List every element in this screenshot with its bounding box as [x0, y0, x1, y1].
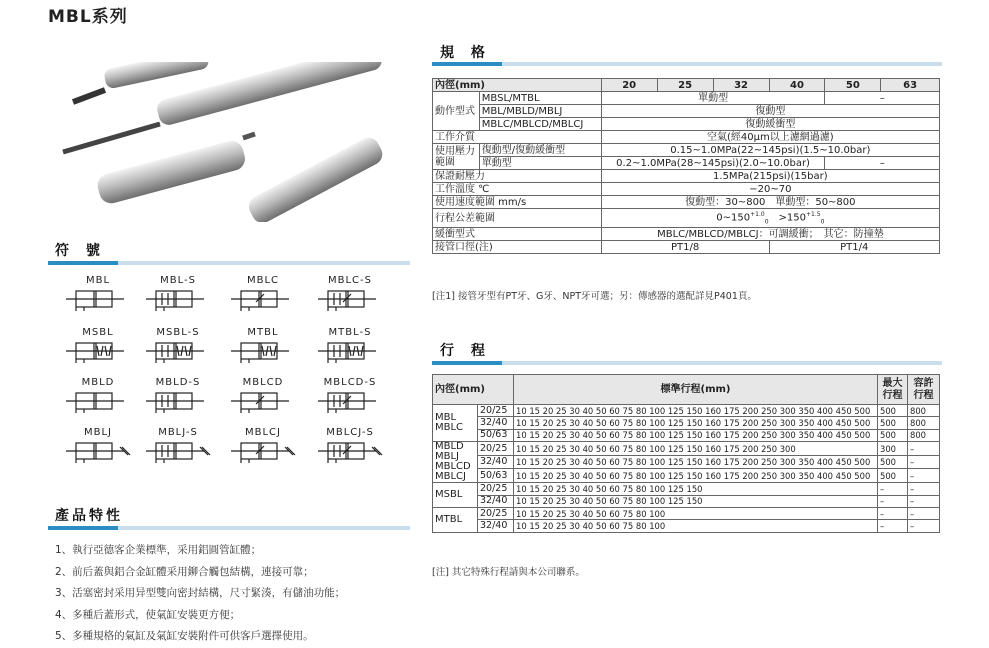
cylinder-symbol-icon — [223, 438, 303, 464]
stroke-allow-cell: – — [908, 483, 940, 495]
stroke-row — [433, 455, 940, 469]
stroke-bore-cell: 50/63 — [478, 469, 514, 483]
stroke-std-cell: 10 15 20 25 30 40 50 60 75 80 100 125 150 — [514, 483, 878, 495]
bore-32: 32 — [713, 79, 769, 92]
symbol-item — [58, 327, 138, 368]
model-mbl: MBL/MBLD/MBLJ — [479, 105, 601, 118]
stroke-allow-cell: – — [908, 442, 940, 456]
symbol-label: MBLC-S — [328, 275, 372, 286]
stroke-model-cell: MBL MBLC — [433, 405, 478, 442]
cylinder-4 — [245, 134, 386, 222]
tol-b-sub: 0 — [820, 218, 825, 226]
symbol-item — [58, 427, 138, 468]
pressure-type-2: 單動型 — [479, 157, 601, 170]
proof-value: 1.5MPa(215psi)(15bar) — [601, 170, 939, 183]
allow-stroke-header: 容許行程 — [908, 375, 940, 405]
tol-b: >150 — [778, 212, 806, 224]
cylinder-symbol-icon — [58, 286, 138, 312]
stroke-allow-cell: 800 — [908, 429, 940, 441]
symbol-item — [58, 275, 138, 316]
stroke-max-cell: 500 — [878, 469, 908, 483]
symbol-label: MBLJ — [83, 427, 112, 438]
stroke-row — [433, 483, 940, 495]
symbol-label: MBLD — [81, 377, 115, 388]
feature-item: 2、前后蓋與鋁合金缸體采用鉚合觸包結構，連接可靠； — [55, 565, 314, 578]
feature-item: 1、執行亞德客企業標準，采用鋁圓管缸體； — [55, 544, 262, 556]
stroke-row — [433, 405, 940, 417]
bore-20: 20 — [601, 79, 657, 92]
stroke-section-bar — [432, 361, 942, 365]
std-stroke-header: 標準行程(mm) — [514, 375, 878, 405]
stroke-std-cell: 10 15 20 25 30 40 50 60 75 80 100 125 150 160 175 200 250 300 350 400 450 500 — [514, 455, 878, 469]
cylinder-symbol-icon — [223, 388, 303, 414]
action-type-label: 動作型式 — [433, 92, 480, 131]
medium-value: 空氣(經40μm以上濾網過濾) — [601, 131, 939, 144]
symbol-label: MBLCD-S — [323, 377, 377, 388]
stroke-bore-cell: 32/40 — [478, 520, 514, 532]
stroke-max-cell: – — [878, 520, 908, 532]
stroke-bore-cell: 20/25 — [478, 483, 514, 495]
bore-63: 63 — [881, 79, 940, 92]
symbol-label: MBL — [85, 275, 111, 286]
stroke-max-cell: – — [878, 495, 908, 507]
cushion-label: 緩衝型式 — [433, 228, 602, 241]
feature-item: 3、活塞密封采用异型雙向密封結構，尺寸緊湊，有儲油功能； — [55, 587, 346, 599]
cylinder-symbol-icon — [310, 388, 390, 414]
cylinder-symbol-icon — [138, 338, 218, 364]
features-section-title: 產品特性 — [55, 508, 123, 524]
bore-25: 25 — [657, 79, 713, 92]
stroke-row — [433, 469, 940, 483]
cushion-type-value: 復動緩衝型 — [601, 118, 939, 131]
stroke-table — [432, 374, 940, 533]
symbol-label: MTBL — [247, 327, 279, 338]
stroke-bore-cell: 20/25 — [478, 442, 514, 456]
bore-header: 內徑(mm) — [433, 79, 602, 92]
stroke-row — [433, 429, 940, 441]
stroke-allow-cell: – — [908, 495, 940, 507]
stroke-section-title: 行 程 — [440, 343, 491, 359]
stroke-std-cell: 10 15 20 25 30 40 50 60 75 80 100 — [514, 520, 878, 532]
symbol-label: MSBL — [82, 327, 114, 338]
stroke-bore-cell: 32/40 — [478, 455, 514, 469]
stroke-std-cell: 10 15 20 25 30 40 50 60 75 80 100 125 150 160 175 200 250 300 350 400 450 500 — [514, 405, 878, 417]
stroke-row — [433, 507, 940, 519]
stroke-max-cell: 500 — [878, 455, 908, 469]
cylinder-symbol-icon — [223, 286, 303, 312]
tol-a-sup: +1.0 — [750, 211, 765, 218]
cylinder-symbol-icon — [310, 438, 390, 464]
stroke-max-cell: 300 — [878, 442, 908, 456]
symbol-label: MBLJ-S — [158, 427, 198, 438]
speed-label: 使用速度範圍 mm/s — [433, 196, 602, 209]
single-acting-value: 單動型 — [601, 92, 825, 105]
stroke-std-cell: 10 15 20 25 30 40 50 60 75 80 100 125 150 160 175 200 250 300 350 400 450 500 — [514, 469, 878, 483]
stroke-bore-cell: 20/25 — [478, 405, 514, 417]
pressure-label: 使用壓力範圍 — [433, 144, 480, 170]
spec-section-title: 規 格 — [440, 45, 491, 61]
stroke-note: [注] 其它特殊行程請與本公司聯系。 — [432, 567, 585, 578]
stroke-model-cell: MSBL — [433, 483, 478, 508]
symbol-label: MBLCJ-S — [326, 427, 374, 438]
pressure-value-2: 0.2~1.0MPa(28~145psi)(2.0~10.0bar) — [601, 157, 825, 170]
cylinder-3 — [95, 134, 255, 206]
cylinder-symbol-icon — [58, 438, 138, 464]
stroke-max-cell: – — [878, 507, 908, 519]
tol-a: 0~150 — [716, 212, 751, 224]
pressure-dash: – — [825, 157, 940, 170]
cylinder-symbol-icon — [310, 286, 390, 312]
speed-value: 復動型：30~800 單動型：50~800 — [601, 196, 939, 209]
stroke-std-cell: 10 15 20 25 30 40 50 60 75 80 100 125 150 160 175 200 250 300 350 400 450 500 — [514, 429, 878, 441]
port-label: 接管口徑(注) — [433, 241, 602, 254]
stroke-max-cell: 500 — [878, 417, 908, 429]
cushion-value: MBLC/MBLCD/MBLCJ：可調緩衝； 其它：防撞墊 — [601, 228, 939, 241]
temp-label: 工作溫度 ℃ — [433, 183, 602, 196]
stroke-allow-cell: – — [908, 520, 940, 532]
symbol-label: MBLCJ — [245, 427, 281, 438]
max-stroke-header: 最大行程 — [878, 375, 908, 405]
symbol-item — [310, 427, 390, 468]
symbol-item — [223, 275, 303, 316]
cylinder-symbol-icon — [138, 388, 218, 414]
model-msbl-mtbl: MBSL/MTBL — [479, 92, 601, 105]
feature-item: 4、多種后蓋形式，使氣缸安裝更方便； — [55, 608, 241, 621]
tolerance-value — [601, 209, 939, 228]
symbol-item — [310, 275, 390, 316]
port-small: PT1/8 — [601, 241, 769, 254]
stroke-std-cell: 10 15 20 25 30 40 50 60 75 80 100 125 150 160 175 200 250 300 — [514, 442, 878, 456]
temp-value: −20~70 — [601, 183, 939, 196]
symbol-section-title: 符 號 — [55, 243, 106, 259]
stroke-allow-cell: – — [908, 507, 940, 519]
stroke-row — [433, 520, 940, 532]
symbol-item — [223, 427, 303, 468]
symbol-item — [223, 327, 303, 368]
stroke-row — [433, 417, 940, 429]
stroke-max-cell: 500 — [878, 405, 908, 417]
stroke-max-cell: – — [878, 483, 908, 495]
tol-b-sup: +1.5 — [805, 211, 821, 218]
feature-item: 5、多種規格的氣缸及氣缸安裝附件可供客戶選擇使用。 — [55, 630, 314, 642]
symbol-label: MBL-S — [160, 275, 196, 286]
stroke-allow-cell: 800 — [908, 417, 940, 429]
stroke-bore-cell: 32/40 — [478, 495, 514, 507]
symbol-grid — [48, 275, 408, 470]
tol-a-sub: 0 — [764, 218, 769, 226]
cylinder-symbol-icon — [58, 338, 138, 364]
stroke-allow-cell: – — [908, 469, 940, 483]
stroke-row — [433, 442, 940, 456]
port-large: PT1/4 — [769, 241, 939, 254]
symbol-item — [138, 275, 218, 316]
cylinder-product-photo — [55, 62, 415, 222]
symbol-label: MBLC — [246, 275, 280, 286]
cylinder-symbol-icon — [58, 388, 138, 414]
symbol-label: MBLD-S — [155, 377, 201, 388]
double-acting-value: 復動型 — [601, 105, 939, 118]
tolerance-label: 行程公差範圍 — [433, 209, 602, 228]
symbol-label: MSBL-S — [156, 327, 200, 338]
bore-50: 50 — [825, 79, 881, 92]
stroke-max-cell: 500 — [878, 429, 908, 441]
cylinder-symbol-icon — [138, 438, 218, 464]
spec-section-bar — [432, 62, 942, 66]
cylinder-symbol-icon — [310, 338, 390, 364]
symbol-item — [138, 327, 218, 368]
stroke-bore-cell: 50/63 — [478, 429, 514, 441]
cylinder-symbol-icon — [223, 338, 303, 364]
spec-note: [注1] 接管牙型有PT牙、G牙、NPT牙可選；另：傳感器的選配詳見P401頁。 — [432, 291, 757, 302]
stroke-std-cell: 10 15 20 25 30 40 50 60 75 80 100 — [514, 507, 878, 519]
stroke-allow-cell: 800 — [908, 405, 940, 417]
symbol-section-bar — [48, 261, 410, 265]
stroke-std-cell: 10 15 20 25 30 40 50 60 75 80 100 125 150 — [514, 495, 878, 507]
page-title: MBL系列 — [48, 7, 128, 27]
stroke-model-cell: MBLD MBLJ MBLCD MBLCJ — [433, 442, 478, 483]
symbol-label: MTBL-S — [328, 327, 372, 338]
proof-label: 保證耐壓力 — [433, 170, 602, 183]
stroke-row — [433, 495, 940, 507]
pressure-type-1: 復動型/復動緩衝型 — [479, 144, 601, 157]
bore-40: 40 — [769, 79, 825, 92]
model-mblc: MBLC/MBLCD/MBLCJ — [479, 118, 601, 131]
symbol-item — [138, 377, 218, 418]
symbol-item — [58, 377, 138, 418]
spec-table — [432, 78, 940, 254]
medium-label: 工作介質 — [433, 131, 602, 144]
symbol-item — [310, 377, 390, 418]
features-section-bar — [48, 526, 410, 530]
stroke-std-cell: 10 15 20 25 30 40 50 60 75 80 100 125 150 160 175 200 250 300 350 400 450 500 — [514, 417, 878, 429]
stroke-allow-cell: – — [908, 455, 940, 469]
pressure-value-1: 0.15~1.0MPa(22~145psi)(1.5~10.0bar) — [601, 144, 939, 157]
features-list — [55, 540, 345, 648]
symbol-item — [223, 377, 303, 418]
symbol-label: MBLCD — [242, 377, 284, 388]
cylinder-symbol-icon — [138, 286, 218, 312]
stroke-model-cell: MTBL — [433, 507, 478, 532]
symbol-item — [310, 327, 390, 368]
stroke-bore-cell: 32/40 — [478, 417, 514, 429]
single-acting-dash: – — [825, 92, 940, 105]
stroke-bore-header: 內徑(mm) — [433, 375, 514, 405]
symbol-item — [138, 427, 218, 468]
stroke-bore-cell: 20/25 — [478, 507, 514, 519]
